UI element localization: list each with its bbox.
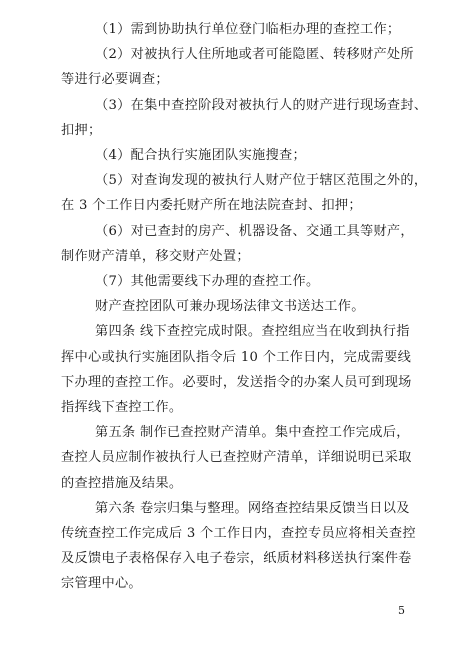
text-line: 指挥线下查控工作。 <box>61 400 183 415</box>
text-line: 制作财产清单，移交财产处置； <box>61 248 250 264</box>
text-line: 传统查控工作完成后 3 个工作日内，查控专员应将相关查控 <box>61 526 416 541</box>
text-line: （5）对查询发现的被执行人财产位于辖区范围之外的， <box>95 173 428 189</box>
text-line: （3）在集中查控阶段对被执行人的财产进行现场查封、 <box>95 97 428 113</box>
text-line: 下办理的查控工作。必要时，发送指令的办案人员可到现场 <box>61 374 412 390</box>
text-line: （7）其他需要线下办理的查控工作。 <box>95 274 320 289</box>
text-line: 财产查控团队可兼办现场法律文书送达工作。 <box>95 299 365 315</box>
text-line: 的查控措施及结果。 <box>61 475 183 491</box>
text-line: （4）配合执行实施团队实施搜查； <box>95 148 307 163</box>
text-line: （6）对已查封的房产、机器设备、交通工具等财产， <box>95 223 414 239</box>
text-line: 第五条 制作已查控财产清单。集中查控工作完成后， <box>95 425 410 441</box>
text-line: 宗管理中心。 <box>61 576 142 592</box>
text-line: 挥中心或执行实施团队指令后 10 个工作日内，完成需要线 <box>61 349 412 365</box>
text-line: （1）需到协助执行单位登门临柜办理的查控工作； <box>95 22 401 37</box>
page-number: 5 <box>398 604 405 617</box>
text-line: 等进行必要调查； <box>61 72 169 88</box>
text-line: 及反馈电子表格保存入电子卷宗，纸质材料移送执行案件卷 <box>61 551 412 567</box>
text-line: 在 3 个工作日内委托财产所在地法院查封、扣押； <box>61 198 362 214</box>
text-line: 第四条 线下查控完成时限。查控组应当在收到执行指 <box>95 324 410 340</box>
text-line: （2）对被执行人住所地或者可能隐匿、转移财产处所 <box>95 47 414 63</box>
text-line: 扣押； <box>61 122 102 138</box>
text-line: 查控人员应制作被执行人已查控财产清单，详细说明已采取 <box>61 450 412 466</box>
text-line: 第六条 卷宗归集与整理。网络查控结果反馈当日以及 <box>95 500 410 516</box>
